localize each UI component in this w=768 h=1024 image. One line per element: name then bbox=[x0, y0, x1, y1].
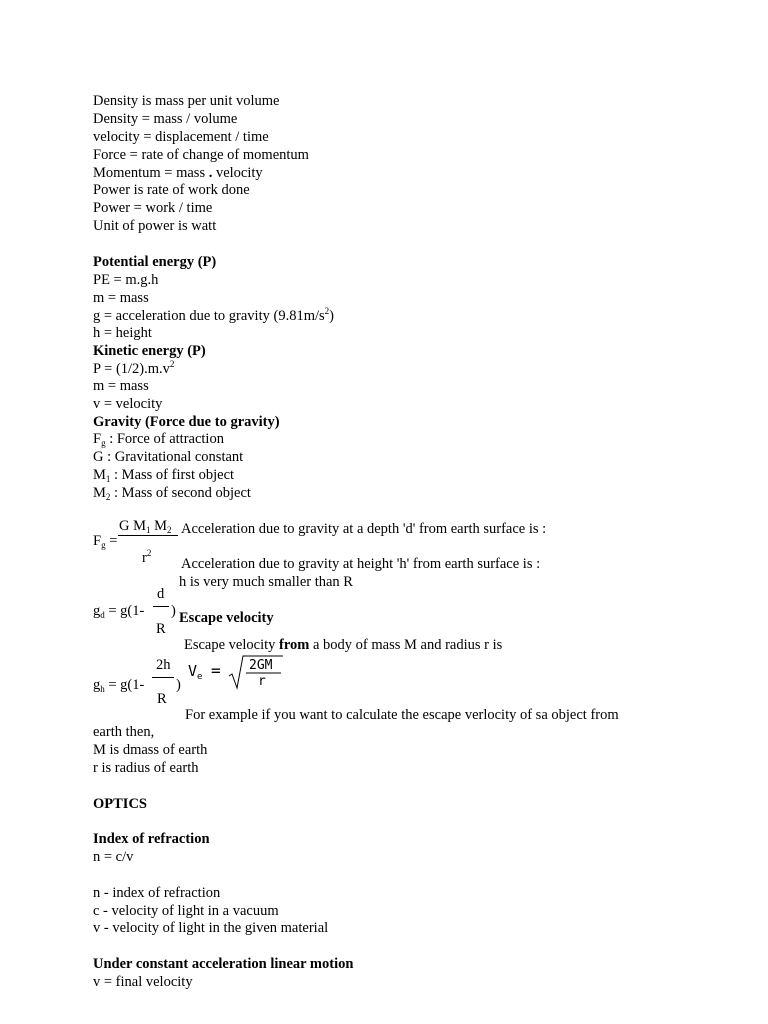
gh-denominator: R bbox=[157, 691, 167, 707]
heading-escape-velocity: Escape velocity bbox=[179, 610, 274, 626]
text-line-refraction-c: c - velocity of light in a vacuum bbox=[93, 903, 279, 919]
fg-desc: : Force of attraction bbox=[105, 431, 224, 447]
m2-desc: : Mass of second object bbox=[110, 485, 251, 501]
fg-symbol: F bbox=[93, 431, 102, 447]
gd-formula bbox=[93, 602, 144, 620]
text-height-gravity: Acceleration due to gravity at height 'h' from earth surface is : bbox=[181, 556, 541, 572]
text-line-pe-g bbox=[93, 307, 334, 325]
gd-numerator: d bbox=[157, 586, 165, 602]
m2-subscript: 2 bbox=[105, 492, 111, 502]
text-example-line2: earth then, bbox=[93, 724, 155, 740]
fg-formula-lhs bbox=[93, 532, 117, 550]
text-line-density-def: Density is mass per unit volume bbox=[93, 93, 280, 109]
gh-lhs: g bbox=[93, 677, 101, 693]
fg-den-r: r bbox=[142, 550, 147, 566]
text-line-refraction-n: n - index of refraction bbox=[93, 885, 221, 901]
escape-formula-denominator: r bbox=[258, 674, 266, 689]
text-line-G: G : Gravitational constant bbox=[93, 449, 244, 465]
fg-den-exp: 2 bbox=[146, 548, 152, 558]
fg-num-m: M bbox=[150, 518, 168, 534]
momentum-lhs: Momentum = mass bbox=[93, 165, 209, 181]
m1-desc: : Mass of first object bbox=[110, 467, 235, 483]
gh-close: ) bbox=[176, 677, 181, 693]
text-line-fg bbox=[93, 430, 224, 448]
gh-formula bbox=[93, 676, 144, 694]
gh-numerator: 2h bbox=[156, 657, 171, 673]
m1-symbol: M bbox=[93, 467, 106, 483]
text-example-r: r is radius of earth bbox=[93, 760, 199, 776]
escape-line-post: a body of mass M and radius r is bbox=[309, 637, 503, 653]
escape-lhs-sub: e bbox=[197, 672, 203, 682]
fg-formula-equals: = bbox=[105, 533, 118, 549]
heading-linear-motion: Under constant acceleration linear motion bbox=[93, 956, 354, 972]
text-line-refraction-formula: n = c/v bbox=[93, 849, 134, 865]
text-line-density-formula: Density = mass / volume bbox=[93, 111, 238, 127]
escape-formula-numerator: 2GM bbox=[249, 658, 273, 673]
text-line-ke-formula bbox=[93, 360, 174, 378]
escape-formula-lhs bbox=[188, 662, 202, 680]
escape-formula-equals: = bbox=[211, 661, 221, 680]
heading-potential-energy: Potential energy (P) bbox=[93, 254, 217, 270]
gh-fraction-bar bbox=[152, 677, 174, 678]
text-escape-line bbox=[184, 636, 502, 654]
momentum-dot: . bbox=[208, 165, 213, 181]
gh-lhs-sub: h bbox=[100, 684, 105, 694]
text-line-force-def: Force = rate of change of momentum bbox=[93, 147, 309, 163]
text-line-momentum bbox=[93, 164, 263, 182]
text-line-ke-v: v = velocity bbox=[93, 396, 163, 412]
text-line-power-formula: Power = work / time bbox=[93, 200, 213, 216]
m2-symbol: M bbox=[93, 485, 106, 501]
text-line-m2 bbox=[93, 484, 251, 502]
text-line-power-def: Power is rate of work done bbox=[93, 182, 250, 198]
fg-formula-lhs-sub: g bbox=[101, 540, 106, 550]
gd-close: ) bbox=[171, 603, 176, 619]
escape-line-pre: Escape velocity bbox=[184, 637, 280, 653]
gd-mid: = g(1- bbox=[104, 603, 145, 619]
text-line-pe-formula: PE = m.g.h bbox=[93, 272, 159, 288]
text-line-ke-m: m = mass bbox=[93, 378, 149, 394]
text-line-pe-m: m = mass bbox=[93, 290, 149, 306]
ke-formula-text: P = (1/2).m.v bbox=[93, 361, 170, 377]
ke-formula-exponent: 2 bbox=[169, 359, 175, 369]
momentum-rhs: velocity bbox=[212, 165, 263, 181]
gd-lhs: g bbox=[93, 603, 101, 619]
heading-optics: OPTICS bbox=[93, 796, 147, 812]
gd-lhs-sub: d bbox=[100, 610, 105, 620]
gh-mid: = g(1- bbox=[104, 677, 145, 693]
fg-formula-denominator bbox=[142, 549, 151, 567]
text-example-line1: For example if you want to calculate the escape verlocity of sa object from bbox=[185, 707, 619, 723]
fg-formula-numerator bbox=[119, 517, 172, 535]
pe-g-text: g = acceleration due to gravity (9.81m/s bbox=[93, 308, 325, 324]
fg-num-g: G M bbox=[119, 518, 146, 534]
heading-kinetic-energy: Kinetic energy (P) bbox=[93, 343, 206, 359]
pe-g-close: ) bbox=[329, 308, 334, 324]
m1-subscript: 1 bbox=[105, 474, 111, 484]
text-line-m1 bbox=[93, 466, 234, 484]
text-depth-gravity: Acceleration due to gravity at a depth 'd' from earth surface is : bbox=[181, 521, 547, 537]
fg-subscript: g bbox=[101, 438, 106, 448]
text-line-final-velocity: v = final velocity bbox=[93, 974, 193, 990]
text-line-pe-h: h = height bbox=[93, 325, 152, 341]
heading-gravity: Gravity (Force due to gravity) bbox=[93, 414, 280, 430]
text-line-power-unit: Unit of power is watt bbox=[93, 218, 217, 234]
pe-g-exponent: 2 bbox=[324, 306, 330, 316]
gd-fraction-bar bbox=[153, 606, 169, 607]
gd-denominator: R bbox=[156, 621, 166, 637]
text-line-velocity-formula: velocity = displacement / time bbox=[93, 129, 269, 145]
fg-num-sub2: 2 bbox=[167, 525, 172, 535]
escape-lhs-v: V bbox=[188, 662, 198, 680]
text-height-note: h is very much smaller than R bbox=[179, 574, 353, 590]
heading-index-of-refraction: Index of refraction bbox=[93, 831, 210, 847]
text-line-refraction-v: v - velocity of light in the given material bbox=[93, 920, 329, 936]
text-example-M: M is dmass of earth bbox=[93, 742, 208, 758]
escape-line-bold: from bbox=[279, 637, 310, 653]
fg-fraction-bar bbox=[118, 535, 178, 536]
fg-num-sub1: 1 bbox=[146, 525, 151, 535]
fg-formula-lhs-sym: F bbox=[93, 533, 102, 549]
